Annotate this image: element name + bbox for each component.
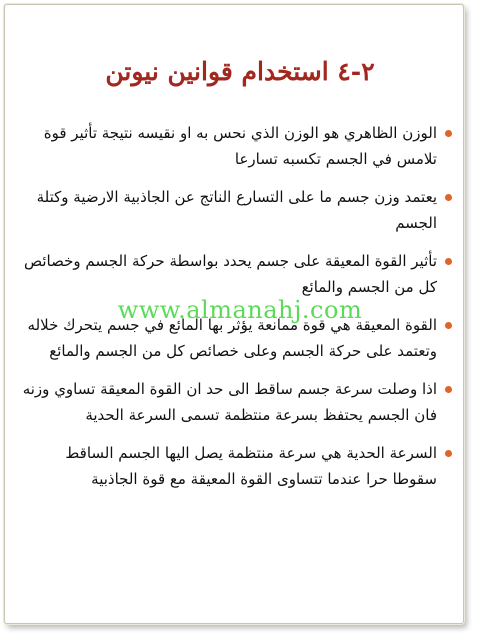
- bullet-dot-icon: [445, 322, 452, 329]
- bullet-text: السرعة الحدية هي سرعة منتظمة يصل اليها الجسم الساقط سقوطا حرا عندما تتساوى القوة المعيقة مع قوة الجاذبية: [65, 444, 437, 488]
- bullet-item: [20, 376, 453, 428]
- bullet-item: [20, 184, 453, 236]
- bullet-dot-icon: [445, 194, 452, 201]
- watermark: www.almanahj.com: [117, 296, 363, 324]
- bullet-dot-icon: [445, 258, 452, 265]
- bullet-item: [20, 440, 453, 492]
- bullet-item: [20, 248, 453, 300]
- bullet-item: [20, 312, 453, 364]
- bullet-dot-icon: [445, 450, 452, 457]
- bullet-text: القوة المعيقة هي قوة ممانعة يؤثر بها المائع في جسم يتحرك خلاله وتعتمد على حركة الجسم وعلى خصائص كل من الجسم والمائع: [27, 316, 437, 360]
- slide-title: ٢-٤ استخدام قوانين نيوتن: [105, 57, 375, 86]
- bullet-dot-icon: [445, 386, 452, 393]
- bullet-text: تأثير القوة المعيقة على جسم يحدد بواسطة حركة الجسم وخصائص كل من الجسم والمائع: [23, 252, 437, 296]
- bullet-text: الوزن الظاهري هو الوزن الذي نحس به او نقيسه نتيجة تأثير قوة تلامس في الجسم تكسبه تسارعا: [43, 124, 437, 168]
- bullet-item: [20, 120, 453, 172]
- bullet-text: يعتمد وزن جسم ما على التسارع الناتج عن الجاذبية الارضية وكتلة الجسم: [36, 188, 437, 232]
- bullet-list: [20, 120, 453, 504]
- bullet-dot-icon: [445, 130, 452, 137]
- bullet-text: اذا وصلت سرعة جسم ساقط الى حد ان القوة المعيقة تساوي وزنه فان الجسم يحتفظ بسرعة منتظمة تسمى السرعة الحدية: [22, 380, 437, 424]
